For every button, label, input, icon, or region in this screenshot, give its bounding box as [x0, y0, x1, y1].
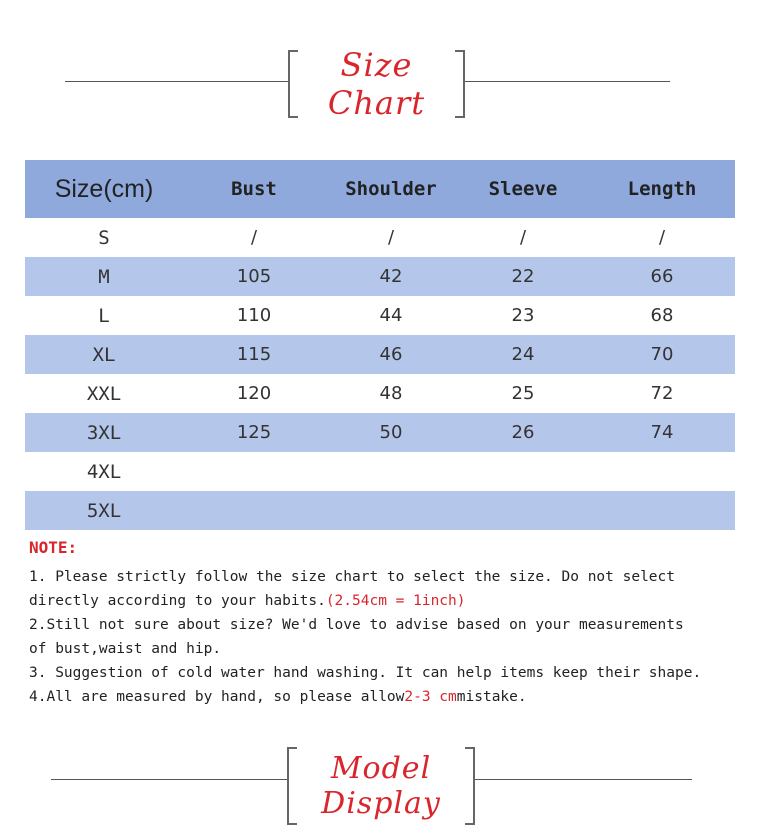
shoulder-cell: 42 [379, 266, 403, 287]
table-row [25, 296, 735, 335]
table-row [25, 218, 735, 257]
note-text: 4.All are measured by hand, so please allow [29, 689, 405, 705]
table-row [25, 335, 735, 374]
sleeve-cell: / [519, 227, 527, 248]
length-cell: 74 [650, 422, 674, 443]
size-table [25, 160, 735, 530]
length-cell: 72 [650, 383, 674, 404]
header-length: Length [627, 178, 697, 200]
shoulder-cell: 46 [379, 344, 403, 365]
bust-cell: 115 [236, 344, 272, 365]
size-chart-frame [288, 46, 465, 122]
table-row [25, 413, 735, 452]
sleeve-cell: 23 [511, 305, 535, 326]
size-cell: M [98, 265, 110, 288]
shoulder-cell: 50 [379, 422, 403, 443]
bust-cell: / [250, 227, 258, 248]
note-title: NOTE: [29, 538, 78, 557]
size-cell: L [98, 304, 110, 327]
tolerance-value: 2-3 cm [404, 689, 457, 705]
size-cell: S [98, 226, 110, 249]
note-line [29, 589, 749, 613]
table-row [25, 257, 735, 296]
table-row [25, 374, 735, 413]
size-cell: 3XL [86, 421, 122, 444]
shoulder-cell: 44 [379, 305, 403, 326]
bust-cell: 125 [236, 422, 272, 443]
notes-section [29, 538, 749, 709]
bust-cell: 105 [236, 266, 272, 287]
divider-left [65, 81, 289, 82]
note-line: 1. Please strictly follow the size chart to select the size. Do not select [29, 569, 676, 585]
shoulder-cell: / [387, 227, 395, 248]
note-line: 3. Suggestion of cold water hand washing. It can help items keep their shape. [29, 665, 702, 681]
sleeve-cell: 25 [511, 383, 535, 404]
header-sleeve: Sleeve [488, 178, 558, 200]
divider-right [474, 779, 692, 780]
note-line: 2.Still not sure about size? We'd love to advise based on your measurements [29, 617, 684, 633]
divider-left [51, 779, 288, 780]
note-line [29, 685, 749, 709]
size-cell: 5XL [86, 499, 122, 522]
sleeve-cell: 22 [511, 266, 535, 287]
note-text: directly according to your habits. [29, 593, 326, 609]
header-size: Size(cm) [54, 174, 154, 203]
size-cell: 4XL [86, 460, 122, 483]
table-row [25, 491, 735, 530]
model-display-title: Model Display [321, 751, 441, 821]
model-display-frame [287, 747, 475, 825]
bust-cell: 110 [236, 305, 272, 326]
size-chart-title: Size Chart [327, 46, 426, 122]
length-cell: / [658, 227, 666, 248]
size-cell: XL [92, 343, 116, 366]
length-cell: 66 [650, 266, 674, 287]
table-row [25, 452, 735, 491]
length-cell: 68 [650, 305, 674, 326]
length-cell: 70 [650, 344, 674, 365]
note-line: of bust,waist and hip. [29, 641, 222, 657]
sleeve-cell: 26 [511, 422, 535, 443]
divider-right [464, 81, 670, 82]
shoulder-cell: 48 [379, 383, 403, 404]
header-bust: Bust [231, 178, 277, 200]
table-header-row [25, 160, 735, 218]
header-shoulder: Shoulder [345, 178, 437, 200]
size-cell: XXL [86, 382, 122, 405]
note-text: mistake. [456, 689, 527, 705]
sleeve-cell: 24 [511, 344, 535, 365]
unit-conversion: (2.54cm = 1inch) [325, 593, 466, 609]
bust-cell: 120 [236, 383, 272, 404]
